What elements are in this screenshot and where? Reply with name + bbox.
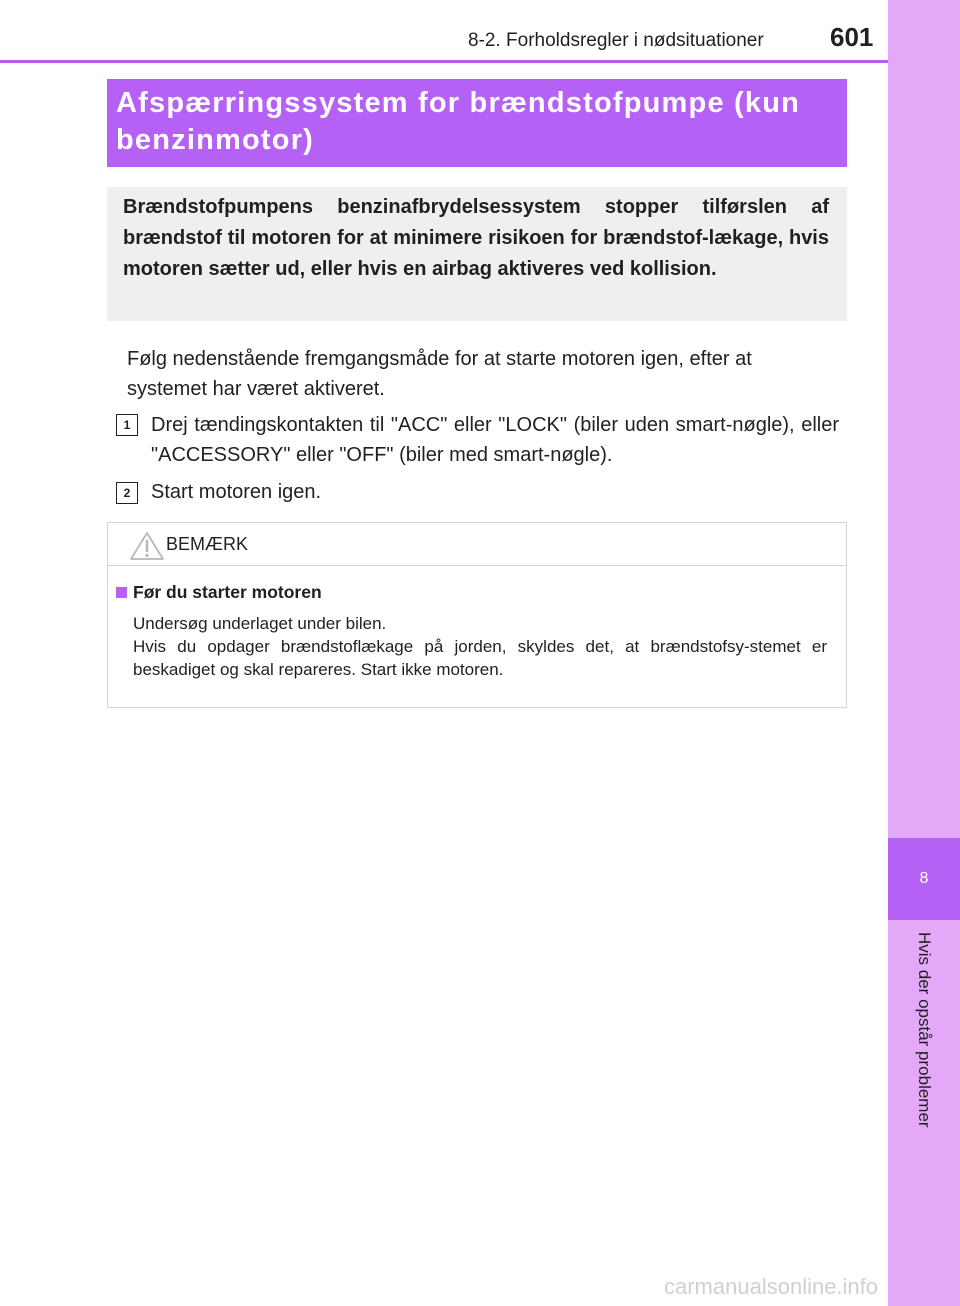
step-number-badge: 1 <box>116 414 138 436</box>
summary-box <box>107 187 847 321</box>
watermark: carmanualsonline.info <box>664 1274 879 1299</box>
intro-paragraph: Følg nedenstående fremgangsmåde for at starte motoren igen, efter at systemet har været aktiveret. <box>127 348 752 400</box>
notice-box <box>107 522 847 708</box>
subheading-bullet-icon <box>116 587 127 598</box>
notice-body <box>133 612 827 681</box>
step-number-badge: 2 <box>116 482 138 504</box>
section-title: 8-2. Forholdsregler i nødsituationer <box>468 30 764 51</box>
chapter-number-tab: 8 <box>888 838 960 920</box>
notice-subheading: Før du starter motoren <box>133 582 322 602</box>
notice-header <box>108 523 846 566</box>
notice-label: BEMÆRK <box>166 534 249 554</box>
warning-triangle-icon <box>129 531 165 561</box>
chapter-label: Hvis der opstår problemer <box>915 932 934 1128</box>
page-number: 601 <box>830 22 874 52</box>
summary-text: Brændstofpumpens benzinafbrydelsessystem stopper tilførslen af brændstof til motoren for at minimere risikoen for brændstof-lækage, hvis motoren sætter ud, eller hvis en airbag aktiveres ved kollision. <box>123 196 829 280</box>
step-text: Drej tændingskontakten til "ACC" eller "LOCK" (biler uden smart-nøgle), eller "ACCESSORY" eller "OFF" (biler med smart-nøgle). <box>151 414 839 466</box>
notice-line: Undersøg underlaget under bilen. <box>133 614 387 633</box>
step-text: Start motoren igen. <box>151 481 322 503</box>
section-heading-box <box>107 79 847 167</box>
notice-line: Hvis du opdager brændstoflækage på jorden, skyldes det, at brændstofsy-stemet er beskadiget og skal repareres. Start ikke motoren. <box>133 637 827 679</box>
header-divider <box>0 60 888 63</box>
section-heading: Afspærringssystem for brændstofpumpe (kun benzinmotor) <box>116 87 801 156</box>
